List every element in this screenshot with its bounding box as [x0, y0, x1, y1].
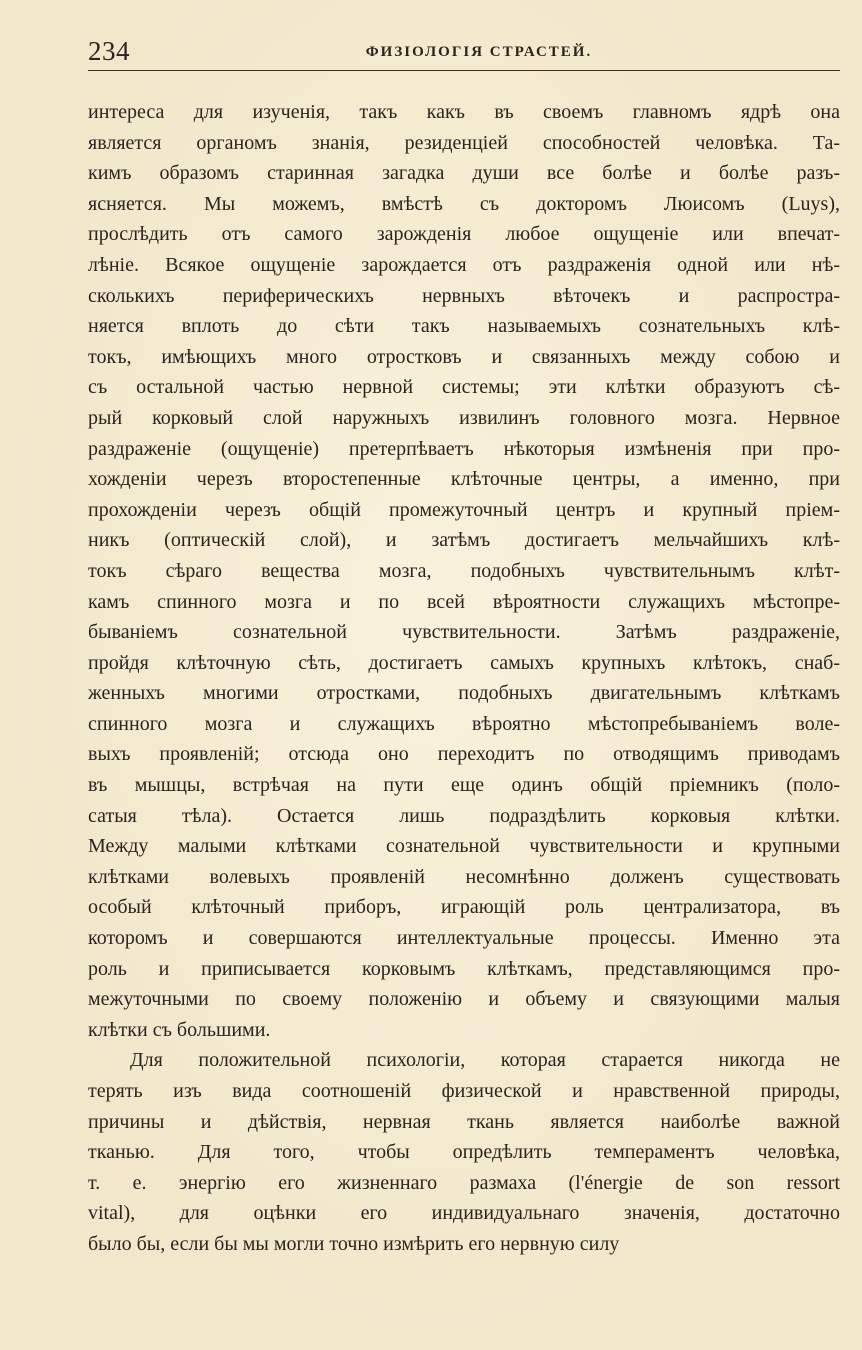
text-line: камъ спинного мозга и по всей вѣроятности служащихъ мѣстопре- [88, 590, 840, 613]
text-line: прослѣдить отъ самого зарожденія любое ощущеніе или впечат- [88, 223, 840, 246]
paragraph-1 [88, 97, 840, 1045]
text-line: токъ сѣраго вещества мозга, подобныхъ чувствительнымъ клѣт- [88, 559, 840, 582]
text-line: vital), для оцѣнки его индивидуальнаго значенія, достаточно [88, 1202, 840, 1225]
text-line: терять изъ вида соотношеній физической и нравственной природы, [88, 1080, 840, 1102]
text-line: раздраженіе (ощущеніе) претерпѣваетъ нѣкоторыя измѣненія при про- [88, 437, 840, 460]
text-line: является органомъ знанія, резиденціей способностей человѣка. Та- [88, 131, 840, 154]
text-line: кимъ образомъ старинная загадка души все болѣе и болѣе разъ- [88, 162, 840, 185]
text-line: рый корковый слой наружныхъ извилинъ головного мозга. Нервное [88, 406, 840, 429]
page-header [88, 30, 840, 71]
text-line: женныхъ многими отростками, подобныхъ двигательнымъ клѣткамъ [88, 682, 840, 705]
text-line: сколькихъ периферическихъ нервныхъ вѣточекъ и распростра- [88, 284, 840, 307]
text-line: въ мышцы, встрѣчая на пути еще одинъ общій пріемникъ (поло- [88, 774, 840, 797]
text-line: хожденіи черезъ второстепенные клѣточные центры, а именно, при [88, 468, 840, 491]
text-line: клѣтками волевыхъ проявленій несомнѣнно долженъ существовать [88, 865, 840, 888]
text-line: прохожденіи черезъ общій промежуточный центръ и крупный пріем- [88, 498, 840, 521]
text-line: Между малыми клѣтками сознательной чувствительности и крупными [88, 835, 840, 858]
text-line: спинного мозга и служащихъ вѣроятно мѣстопребываніемъ воле- [88, 712, 840, 735]
text-line: лѣніе. Всякое ощущеніе зарождается отъ раздраженія одной или нѣ- [88, 253, 840, 276]
text-line: межуточными по своему положенію и объему и связующими малыя [88, 988, 840, 1011]
text-line: которомъ и совершаются интеллектуальные процессы. Именно эта [88, 927, 840, 950]
text-line: ясняется. Мы можемъ, вмѣстѣ съ докторомъ Люисомъ (Luys), [88, 192, 840, 215]
body-text [88, 97, 840, 1260]
text-line: тканью. Для того, чтобы опредѣлить темпераментъ человѣка, [88, 1141, 840, 1164]
paragraph-2 [88, 1045, 840, 1259]
text-line: было бы, если бы мы могли точно измѣрить его нервную силу [88, 1232, 620, 1255]
text-line: интереса для изученія, такъ какъ въ своемъ главномъ ядрѣ она [88, 101, 840, 123]
text-line: причины и дѣйствія, нервная ткань является наиболѣе важной [88, 1110, 840, 1133]
text-line: няется вплоть до сѣти такъ называемыхъ сознательныхъ клѣ- [88, 315, 840, 338]
text-line: клѣтки съ большими. [88, 1018, 271, 1041]
text-line: выхъ проявленій; отсюда оно переходитъ по отводящимъ приводамъ [88, 743, 840, 766]
text-line: токъ, имѣющихъ много отростковъ и связанныхъ между собою и [88, 345, 840, 368]
text-line: никъ (оптическій слой), и затѣмъ достигаетъ мельчайшихъ клѣ- [88, 529, 840, 552]
text-line: роль и приписывается корковымъ клѣткамъ, представляющимся про- [88, 957, 840, 980]
text-line: сатыя тѣла). Остается лишь подраздѣлить корковыя клѣтки. [88, 804, 840, 827]
running-title: ФИЗІОЛОГІЯ СТРАСТЕЙ. [365, 44, 593, 60]
text-line: быванiемъ сознательной чувствительности. Затѣмъ раздраженіе, [88, 621, 840, 644]
text-line: пройдя клѣточную сѣть, достигаетъ самыхъ крупныхъ клѣтокъ, снаб- [88, 651, 840, 674]
page-number: 234 [88, 36, 130, 66]
text-line: т. е. энергію его жизненнаго размаха (l'énergie de son ressort [88, 1171, 840, 1194]
text-line: Для положительной психологіи, которая старается никогда не [130, 1049, 840, 1072]
text-line: съ остальной частью нервной системы; эти клѣтки образуютъ сѣ- [88, 376, 840, 399]
text-line: особый клѣточный приборъ, играющій роль централизатора, въ [88, 896, 840, 919]
